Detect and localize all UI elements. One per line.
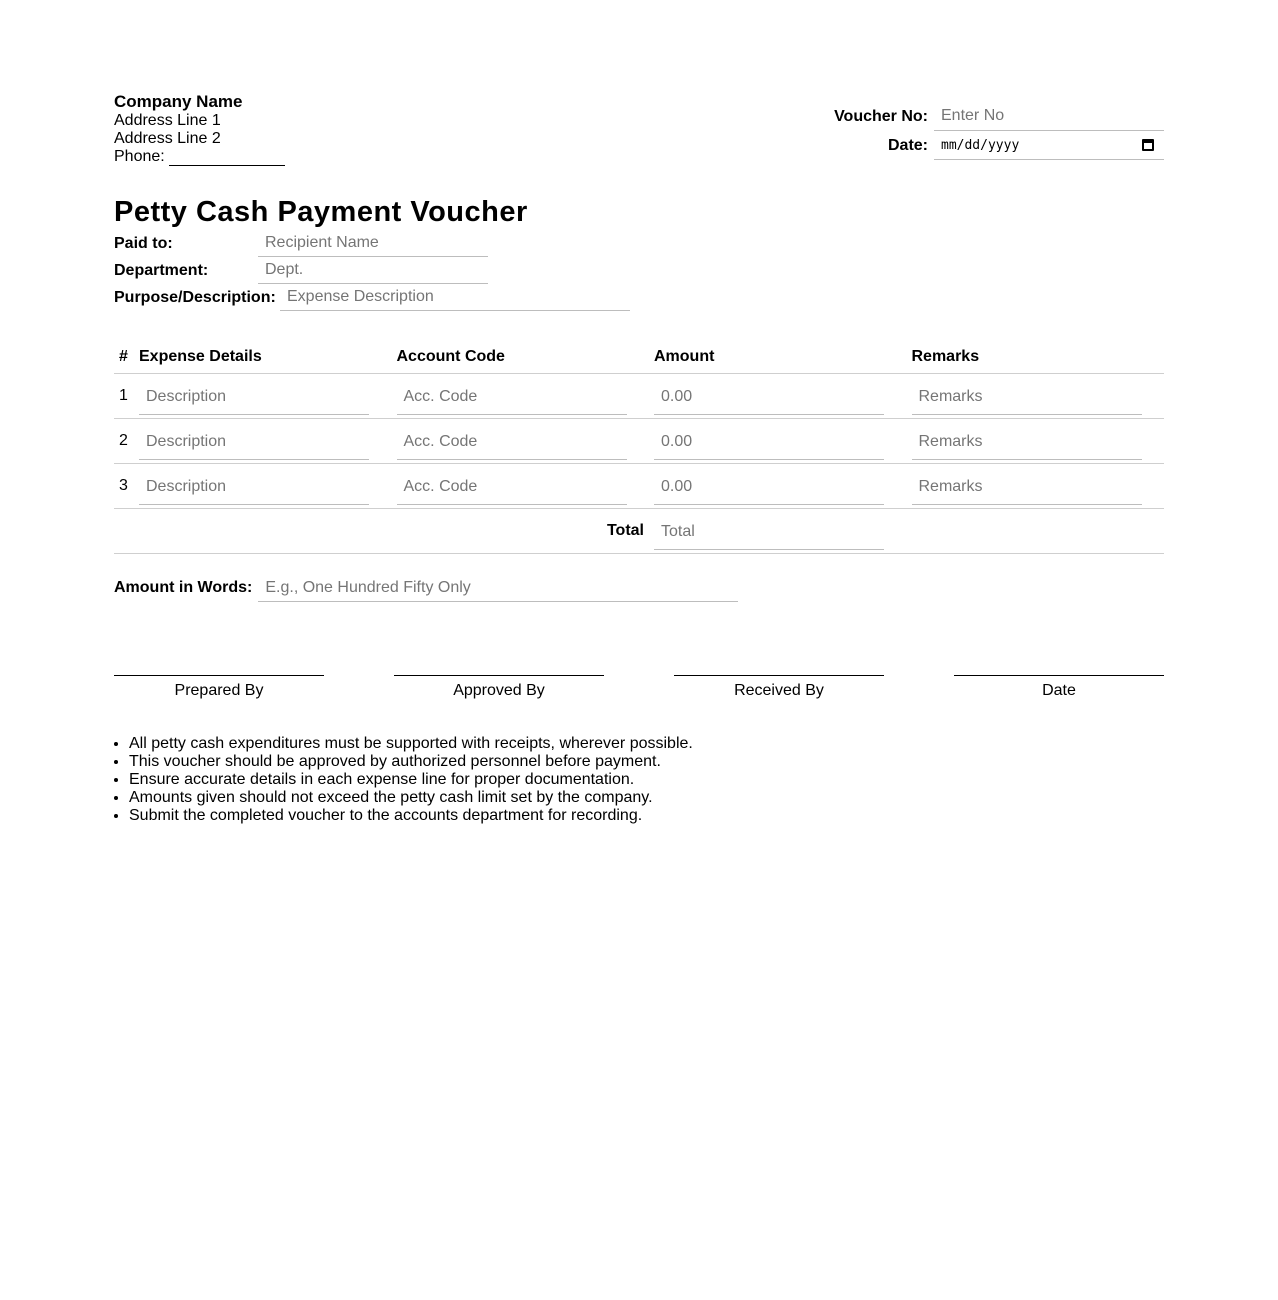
note-item: • All petty cash expenditures must be supported with receipts, wherever possible. — [129, 735, 693, 753]
row-number: 2 — [119, 432, 128, 449]
paid-to-input[interactable]: Recipient Name — [258, 230, 488, 257]
remarks-input[interactable]: Remarks — [912, 380, 1142, 415]
note-item: • This voucher should be approved by authorized personnel before payment. — [129, 753, 693, 771]
description-input[interactable]: Description — [139, 470, 369, 505]
paid-to-row — [114, 230, 488, 257]
date-input[interactable] — [934, 132, 1164, 160]
row-number: 3 — [119, 477, 128, 494]
header-num: # — [119, 347, 128, 365]
description-input[interactable]: Description — [139, 380, 369, 415]
voucher-no-label: Voucher No: — [834, 107, 928, 125]
purpose-input[interactable]: Expense Description — [280, 284, 630, 311]
expense-table — [114, 340, 1164, 554]
signature-line — [114, 675, 324, 682]
table-row — [114, 374, 1164, 419]
address-line-2: Address Line 2 — [114, 130, 221, 147]
voucher-no-row — [834, 102, 1164, 131]
note-item: • Submit the completed voucher to the accounts department for recording. — [129, 807, 693, 825]
signature-line — [954, 675, 1164, 682]
phone-line — [114, 148, 285, 166]
address-line-1: Address Line 1 — [114, 112, 221, 129]
remarks-input[interactable]: Remarks — [912, 470, 1142, 505]
purpose-row — [114, 284, 630, 311]
header-expense: Expense Details — [139, 347, 262, 365]
signature-section — [114, 675, 1164, 700]
header-account: Account Code — [396, 347, 505, 365]
signature-prepared-by — [114, 675, 324, 700]
calendar-icon[interactable] — [1142, 139, 1154, 151]
date-row — [834, 131, 1164, 160]
phone-label: Phone: — [114, 148, 165, 165]
amount-in-words-input[interactable]: E.g., One Hundred Fifty Only — [258, 574, 738, 602]
total-row — [114, 509, 1164, 554]
purpose-label: Purpose/Description: — [114, 288, 276, 306]
signature-label: Date — [1042, 682, 1076, 699]
signature-label: Prepared By — [174, 682, 264, 699]
account-code-input[interactable]: Acc. Code — [397, 425, 627, 460]
row-number: 1 — [119, 387, 128, 404]
amount-input[interactable]: 0.00 — [654, 470, 884, 505]
account-code-input[interactable]: Acc. Code — [397, 470, 627, 505]
signature-approved-by — [394, 675, 604, 700]
table-header — [114, 340, 1164, 374]
notes-list — [114, 735, 693, 825]
page-title: Petty Cash Payment Voucher — [114, 196, 528, 228]
amount-input[interactable]: 0.00 — [654, 425, 884, 460]
note-item: • Amounts given should not exceed the petty cash limit set by the company. — [129, 789, 693, 807]
company-block — [114, 92, 285, 166]
table-row — [114, 419, 1164, 464]
amount-input[interactable]: 0.00 — [654, 380, 884, 415]
voucher-no-input[interactable]: Enter No — [934, 103, 1164, 131]
paid-to-label: Paid to: — [114, 234, 173, 252]
signature-received-by — [674, 675, 884, 700]
date-placeholder: mm/dd/yyyy — [941, 137, 1020, 153]
department-input[interactable]: Dept. — [258, 257, 488, 284]
amount-in-words-label: Amount in Words: — [114, 579, 253, 596]
amount-in-words-row — [114, 574, 738, 602]
department-label: Department: — [114, 261, 209, 279]
department-row — [114, 257, 488, 284]
signature-label: Approved By — [453, 682, 545, 699]
table-row — [114, 464, 1164, 509]
company-name: Company Name — [114, 92, 243, 111]
signature-line — [394, 675, 604, 682]
signature-label: Received By — [734, 682, 824, 699]
total-input[interactable]: Total — [654, 515, 884, 550]
header-remarks: Remarks — [911, 347, 980, 365]
total-label: Total — [606, 522, 644, 539]
description-input[interactable]: Description — [139, 425, 369, 460]
remarks-input[interactable]: Remarks — [912, 425, 1142, 460]
note-item: • Ensure accurate details in each expense line for proper documentation. — [129, 771, 693, 789]
account-code-input[interactable]: Acc. Code — [397, 380, 627, 415]
signature-line — [674, 675, 884, 682]
phone-blank — [169, 151, 285, 166]
date-label: Date: — [887, 136, 928, 154]
voucher-meta — [834, 102, 1164, 160]
signature-date — [954, 675, 1164, 700]
header-amount: Amount — [654, 347, 715, 365]
